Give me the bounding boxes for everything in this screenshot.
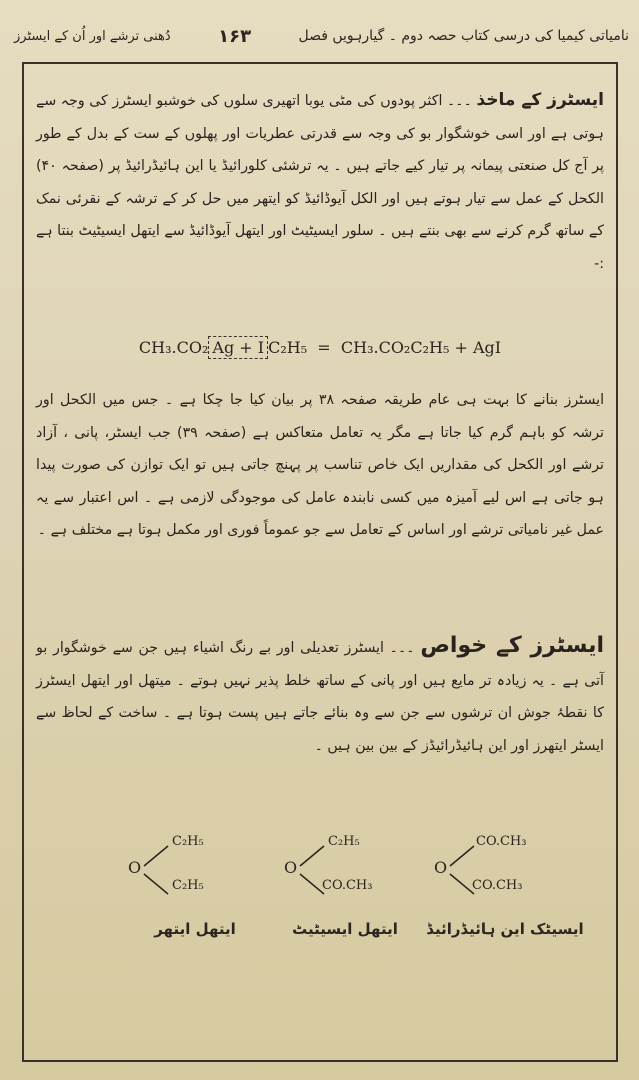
top-group: C₂H₅ [328,834,360,849]
eq-left-a: CH₃.CO₂ [138,338,209,357]
section-heading-properties: ایسٹرز کے خواص [420,633,604,658]
chemical-equation [40,332,600,364]
eq-right: CH₃.CO₂C₂H₅ + AgI [340,338,502,357]
structure-acetic-anhydride [426,830,596,910]
oxygen-atom: O [284,858,298,877]
structure-ethyl-ether [120,830,290,910]
page-number: ۱۶۳ [218,25,252,47]
bottom-group: CO.CH₃ [472,878,523,893]
eq-boxed: Ag + I [208,336,268,359]
section-text-preparation: ایسٹرز بنانے کا بہت ہی عام طریقہ صفحہ ۳۸ پر بیان کیا جا چکا ہے ۔ جس میں الکحل اور ترشہ کو باہم گرم کیا جاتا ہے مگر یہ تعامل متعاکس ہے (صفحہ ۳۹) جب ایسٹر، پانی ، آزاد ترشے اور الکحل کی مقداریں ایک خاص تناسب پر پہنچ جاتی ہیں تو ایک توازن کی صورت پیدا ہو جاتی ہے اس لیے آمیزہ میں کسی نابندہ عامل کی موجودگی لازمی ہے ۔ اس اعتبار سے یہ عمل غیر نامیاتی ترشے اور اساس کے تعامل سے جو عموماً فوری اور مکمل ہوتا ہے مختلف ہے ۔ [36,392,605,538]
eq-equals: = [317,338,331,357]
section-text-sources: ۔۔۔ اکثر پودوں کی مٹی یوبا اتھیری سلوں کی خوشبو ایسٹرز کی وجہ سے ہوتی ہے اور اسی خوشگوار بو کی وجہ سے قدرتی عطریات اور پھلوں کے ست کے بدل کے طور پر آج کل صنعتی پیمانہ پر تیار کیے جاتے ہیں ۔ یہ ترشئی کلورائیڈ یا این ہائیڈرائیڈ پر (صفحہ ۴۰) الکحل کے عمل سے تیار ہوتے ہیں اور الکل آیوڈائیڈ کو ایتھر میں حل کر کے ترشہ کے نقرئی نمک کے ساتھ گرم کرنے سے بھی بنتے ہیں ۔ سلور ایسیٹیٹ اور ایتھل آیوڈائیڈ سے ایتھل ایسیٹیٹ بنتا ہے :- [36,93,604,272]
oxygen-atom: O [434,858,448,877]
section-properties [36,630,604,762]
section-sources [36,84,604,280]
section-preparation [36,384,604,547]
bottom-group: C₂H₅ [172,878,204,893]
header-left-title: دُھنی ترشے اور اُن کے ایسٹرز [14,28,171,44]
eq-left-b: C₂H₅ [268,338,308,357]
page-header [14,16,629,56]
label-acetic-anhydride: ایسیٹک این ہائیڈرائیڈ [426,920,584,938]
top-group: CO.CH₃ [476,834,527,849]
structure-ethyl-acetate [276,830,446,910]
label-ethyl-ether: ایتھل ایتھر [154,920,236,938]
oxygen-atom: O [128,858,142,877]
header-right-title: نامیاتی کیمیا کی درسی کتاب حصہ دوم ۔ گیارہویں فصل [298,28,629,44]
top-group: C₂H₅ [172,834,204,849]
section-text-properties: ۔۔۔ ایسٹرز تعدیلی اور بے رنگ اشیاء ہیں جن سے خوشگوار بو آتی ہے ۔ یہ زیادہ تر مایع ہیں اور پانی کے ساتھ خلط پذیر نہیں ہوتے ۔ میتھل اور ایتھل ایسٹرز کا نقطۂ جوش ان ترشوں سے جن سے وہ بنائے جاتے ہیں پست ہوتا ہے ۔ ساخت کے لحاظ سے ایسٹر ایتھرز اور این ہائیڈرائیڈز کے بین بین ہیں ۔ [36,640,604,754]
section-heading-sources: ایسٹرز کے ماخذ [476,90,604,110]
bottom-group: CO.CH₃ [322,878,373,893]
label-ethyl-acetate: ایتھل ایسیٹیٹ [292,920,398,938]
